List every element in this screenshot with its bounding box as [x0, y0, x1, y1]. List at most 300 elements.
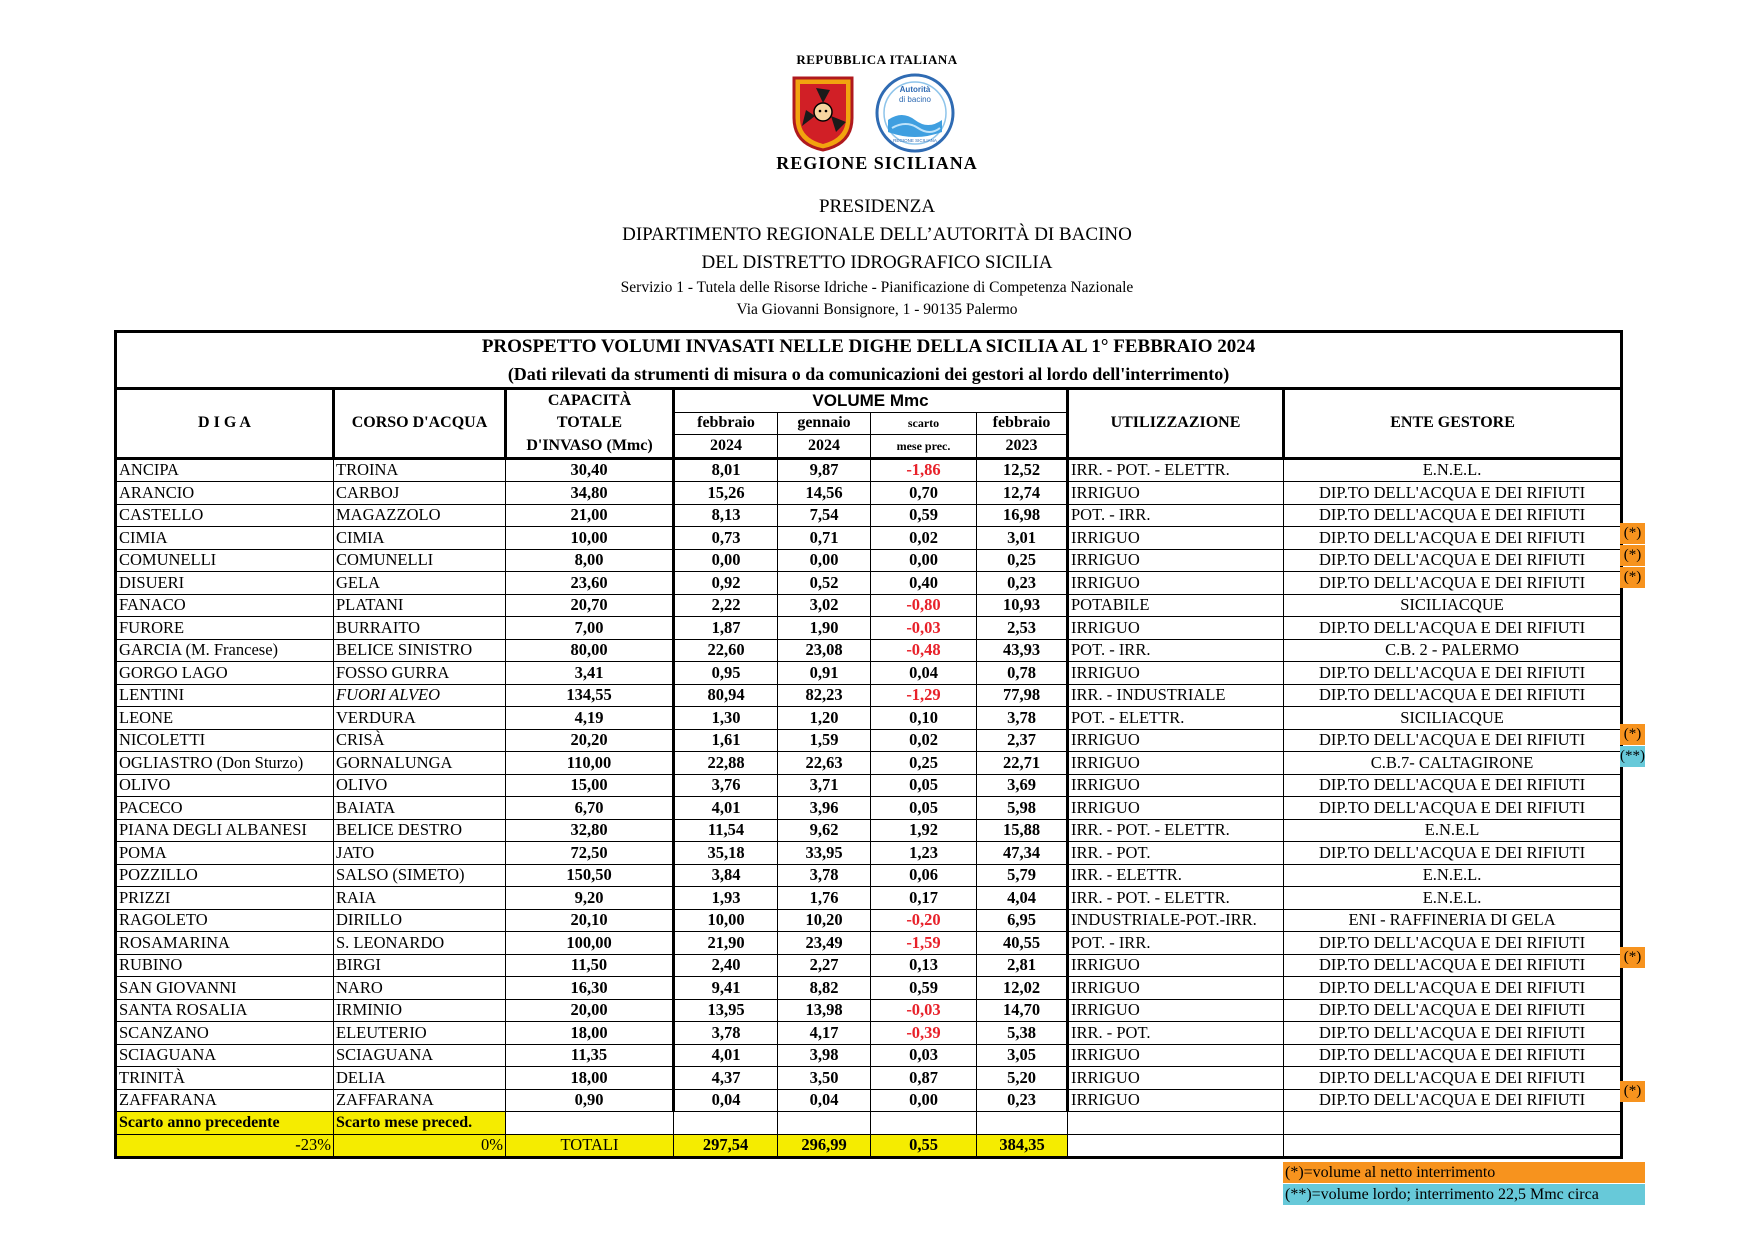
cell-corso: VERDURA	[334, 707, 506, 730]
col-header-capacity-1: CAPACITÀ	[506, 389, 674, 413]
cell-capacity: 150,50	[506, 864, 674, 887]
totali-label: TOTALI	[506, 1134, 674, 1158]
col-header-ente: ENTE GESTORE	[1284, 389, 1622, 459]
cell-corso: DIRILLO	[334, 909, 506, 932]
service-line: Servizio 1 - Tutela delle Risorse Idriche - Pianificazione di Competenza Nazionale	[620, 279, 1134, 296]
cell-capacity: 16,30	[506, 977, 674, 1000]
cell-vol-gen: 13,98	[778, 999, 871, 1022]
cell-scarto: 0,06	[871, 864, 977, 887]
cell-capacity: 23,60	[506, 572, 674, 595]
cell-corso: FUORI ALVEO	[334, 684, 506, 707]
cell-diga: LEONE	[116, 707, 334, 730]
cell-vol-gen: 9,87	[778, 458, 871, 482]
cell-diga: CASTELLO	[116, 504, 334, 527]
col-header-mese-prec: mese prec.	[871, 435, 977, 459]
cell-vol-feb: 13,95	[674, 999, 778, 1022]
cell-vol-feb-2023: 5,38	[977, 1022, 1068, 1045]
cell-corso: CIMIA	[334, 527, 506, 550]
cell-vol-gen: 0,91	[778, 662, 871, 685]
cell-corso: BURRAITO	[334, 617, 506, 640]
col-header-feb: febbraio	[674, 412, 778, 435]
cell-ente: E.N.E.L	[1284, 819, 1622, 842]
cell-capacity: 72,50	[506, 842, 674, 865]
cell-ente: C.B.7- CALTAGIRONE	[1284, 752, 1622, 775]
cell-vol-feb-2023: 10,93	[977, 594, 1068, 617]
cell-diga: SANTA ROSALIA	[116, 999, 334, 1022]
cell-ente: DIP.TO DELL'ACQUA E DEI RIFIUTI	[1284, 662, 1622, 685]
footnote-marker: (*)	[1620, 523, 1645, 544]
cell-vol-gen: 3,96	[778, 797, 871, 820]
footnote-marker: (**)	[1620, 746, 1645, 767]
cell-vol-feb-2023: 2,81	[977, 954, 1068, 977]
col-header-year-gen: 2024	[778, 435, 871, 459]
cell-vol-feb-2023: 43,93	[977, 639, 1068, 662]
cell-utilizzazione: IRR. - POT. - ELETTR.	[1068, 458, 1284, 482]
col-header-scarto: scarto	[871, 412, 977, 435]
cell-vol-feb: 22,88	[674, 752, 778, 775]
cell-scarto: 0,59	[871, 977, 977, 1000]
cell-utilizzazione: IRR. - POT. - ELETTR.	[1068, 819, 1284, 842]
cell-vol-feb: 10,00	[674, 909, 778, 932]
cell-vol-feb: 0,95	[674, 662, 778, 685]
cell-vol-feb: 21,90	[674, 932, 778, 955]
cell-scarto: 0,25	[871, 752, 977, 775]
cell-corso: OLIVO	[334, 774, 506, 797]
republic-label: REPUBBLICA ITALIANA	[796, 52, 958, 67]
col-header-capacity-3: D'INVASO (Mmc)	[506, 435, 674, 459]
cell-vol-gen: 4,17	[778, 1022, 871, 1045]
cell-ente: DIP.TO DELL'ACQUA E DEI RIFIUTI	[1284, 504, 1622, 527]
cell-scarto: 0,70	[871, 482, 977, 505]
cell-scarto: 0,40	[871, 572, 977, 595]
footnote-marker: (*)	[1620, 567, 1645, 588]
cell-vol-feb-2023: 12,74	[977, 482, 1068, 505]
cell-scarto: 0,17	[871, 887, 977, 910]
cell-utilizzazione: POT. - ELETTR.	[1068, 707, 1284, 730]
cell-vol-feb: 0,00	[674, 549, 778, 572]
cell-ente: DIP.TO DELL'ACQUA E DEI RIFIUTI	[1284, 999, 1622, 1022]
cell-diga: LENTINI	[116, 684, 334, 707]
cell-corso: CARBOJ	[334, 482, 506, 505]
cell-corso: BIRGI	[334, 954, 506, 977]
cell-vol-gen: 7,54	[778, 504, 871, 527]
cell-capacity: 0,90	[506, 1089, 674, 1112]
legend-gross-volume: (**)=volume lordo; interrimento 22,5 Mmc circa	[1283, 1184, 1645, 1205]
table-row	[116, 909, 1622, 932]
cell-scarto: -1,59	[871, 932, 977, 955]
cell-vol-gen: 0,00	[778, 549, 871, 572]
cell-vol-feb-2023: 0,23	[977, 572, 1068, 595]
cell-capacity: 20,70	[506, 594, 674, 617]
empty-cell	[1284, 1112, 1622, 1135]
cell-ente: E.N.E.L.	[1284, 458, 1622, 482]
cell-corso: SCIAGUANA	[334, 1044, 506, 1067]
cell-ente: DIP.TO DELL'ACQUA E DEI RIFIUTI	[1284, 977, 1622, 1000]
cell-capacity: 20,00	[506, 999, 674, 1022]
cell-utilizzazione: IRRIGUO	[1068, 774, 1284, 797]
table-row	[116, 617, 1622, 640]
cell-scarto: -1,29	[871, 684, 977, 707]
cell-vol-feb-2023: 5,98	[977, 797, 1068, 820]
cell-vol-feb: 4,01	[674, 1044, 778, 1067]
cell-vol-gen: 3,98	[778, 1044, 871, 1067]
cell-capacity: 21,00	[506, 504, 674, 527]
cell-ente: DIP.TO DELL'ACQUA E DEI RIFIUTI	[1284, 729, 1622, 752]
cell-vol-gen: 1,90	[778, 617, 871, 640]
table-row	[116, 819, 1622, 842]
table-row	[116, 482, 1622, 505]
cell-vol-gen: 1,20	[778, 707, 871, 730]
cell-ente: DIP.TO DELL'ACQUA E DEI RIFIUTI	[1284, 527, 1622, 550]
cell-ente: E.N.E.L.	[1284, 864, 1622, 887]
cell-utilizzazione: IRR. - POT. - ELETTR.	[1068, 887, 1284, 910]
cell-vol-feb-2023: 3,05	[977, 1044, 1068, 1067]
table-row	[116, 527, 1622, 550]
cell-diga: POZZILLO	[116, 864, 334, 887]
cell-utilizzazione: IRRIGUO	[1068, 1067, 1284, 1090]
cell-vol-feb-2023: 12,02	[977, 977, 1068, 1000]
cell-scarto: -0,03	[871, 999, 977, 1022]
cell-ente: C.B. 2 - PALERMO	[1284, 639, 1622, 662]
cell-utilizzazione: POT. - IRR.	[1068, 932, 1284, 955]
cell-ente: DIP.TO DELL'ACQUA E DEI RIFIUTI	[1284, 842, 1622, 865]
cell-corso: CRISÀ	[334, 729, 506, 752]
table-row	[116, 572, 1622, 595]
cell-corso: GORNALUNGA	[334, 752, 506, 775]
cell-vol-feb-2023: 12,52	[977, 458, 1068, 482]
empty-cell	[1068, 1112, 1284, 1135]
table-row	[116, 707, 1622, 730]
cell-ente: DIP.TO DELL'ACQUA E DEI RIFIUTI	[1284, 1089, 1622, 1112]
cell-utilizzazione: IRRIGUO	[1068, 729, 1284, 752]
cell-diga: GORGO LAGO	[116, 662, 334, 685]
table-row	[116, 887, 1622, 910]
empty-cell	[506, 1112, 674, 1135]
cell-scarto: -0,20	[871, 909, 977, 932]
table-row	[116, 842, 1622, 865]
table-row	[116, 1044, 1622, 1067]
cell-diga: RUBINO	[116, 954, 334, 977]
empty-cell	[977, 1112, 1068, 1135]
col-header-year-feb: 2024	[674, 435, 778, 459]
cell-diga: FURORE	[116, 617, 334, 640]
table-row	[116, 684, 1622, 707]
cell-diga: OLIVO	[116, 774, 334, 797]
cell-ente: DIP.TO DELL'ACQUA E DEI RIFIUTI	[1284, 482, 1622, 505]
cell-corso: NARO	[334, 977, 506, 1000]
empty-cell	[778, 1112, 871, 1135]
cell-capacity: 18,00	[506, 1067, 674, 1090]
presidency-label: PRESIDENZA	[818, 196, 936, 217]
cell-diga: SCANZANO	[116, 1022, 334, 1045]
cell-diga: ANCIPA	[116, 458, 334, 482]
cell-vol-gen: 3,02	[778, 594, 871, 617]
footnote-marker: (*)	[1620, 947, 1645, 968]
table-row	[116, 977, 1622, 1000]
cell-diga: DISUERI	[116, 572, 334, 595]
table-row	[116, 774, 1622, 797]
cell-diga: PRIZZI	[116, 887, 334, 910]
cell-corso: BAIATA	[334, 797, 506, 820]
cell-scarto: 0,59	[871, 504, 977, 527]
cell-vol-gen: 22,63	[778, 752, 871, 775]
col-header-corso: CORSO D'ACQUA	[334, 389, 506, 459]
cell-vol-feb: 1,61	[674, 729, 778, 752]
cell-vol-feb-2023: 77,98	[977, 684, 1068, 707]
cell-ente: DIP.TO DELL'ACQUA E DEI RIFIUTI	[1284, 1067, 1622, 1090]
cell-vol-gen: 14,56	[778, 482, 871, 505]
cell-utilizzazione: IRRIGUO	[1068, 954, 1284, 977]
cell-corso: TROINA	[334, 458, 506, 482]
cell-diga: CIMIA	[116, 527, 334, 550]
cell-vol-feb-2023: 15,88	[977, 819, 1068, 842]
cell-vol-gen: 3,71	[778, 774, 871, 797]
footnote-marker: (*)	[1620, 724, 1645, 745]
cell-scarto: 0,13	[871, 954, 977, 977]
scarto-mese-value: 0%	[334, 1134, 506, 1158]
scarto-anno-value: -23%	[116, 1134, 334, 1158]
table-row	[116, 1089, 1622, 1112]
cell-vol-feb: 2,40	[674, 954, 778, 977]
scarto-anno-label: Scarto anno precedente	[116, 1112, 334, 1135]
cell-diga: SCIAGUANA	[116, 1044, 334, 1067]
cell-vol-feb-2023: 3,69	[977, 774, 1068, 797]
cell-utilizzazione: IRRIGUO	[1068, 549, 1284, 572]
cell-vol-gen: 23,08	[778, 639, 871, 662]
cell-ente: DIP.TO DELL'ACQUA E DEI RIFIUTI	[1284, 954, 1622, 977]
cell-corso: MAGAZZOLO	[334, 504, 506, 527]
cell-vol-feb: 0,73	[674, 527, 778, 550]
cell-capacity: 9,20	[506, 887, 674, 910]
cell-diga: OGLIASTRO (Don Sturzo)	[116, 752, 334, 775]
cell-vol-gen: 0,52	[778, 572, 871, 595]
svg-text:REGIONE SICILIANA: REGIONE SICILIANA	[893, 138, 937, 143]
cell-utilizzazione: IRR. - INDUSTRIALE	[1068, 684, 1284, 707]
table-row	[116, 797, 1622, 820]
cell-capacity: 10,00	[506, 527, 674, 550]
cell-vol-feb-2023: 40,55	[977, 932, 1068, 955]
footnote-marker: (*)	[1620, 1081, 1645, 1102]
cell-utilizzazione: INDUSTRIALE-POT.-IRR.	[1068, 909, 1284, 932]
cell-corso: GELA	[334, 572, 506, 595]
table-row	[116, 639, 1622, 662]
cell-ente: DIP.TO DELL'ACQUA E DEI RIFIUTI	[1284, 1044, 1622, 1067]
footnote-marker: (*)	[1620, 545, 1645, 566]
cell-diga: TRINITÀ	[116, 1067, 334, 1090]
cell-vol-feb-2023: 16,98	[977, 504, 1068, 527]
cell-diga: ZAFFARANA	[116, 1089, 334, 1112]
cell-diga: SAN GIOVANNI	[116, 977, 334, 1000]
cell-vol-feb-2023: 2,53	[977, 617, 1068, 640]
cell-vol-feb-2023: 3,78	[977, 707, 1068, 730]
col-header-feb-2023: febbraio	[977, 412, 1068, 435]
cell-ente: ENI - RAFFINERIA DI GELA	[1284, 909, 1622, 932]
cell-capacity: 15,00	[506, 774, 674, 797]
cell-vol-gen: 8,82	[778, 977, 871, 1000]
cell-capacity: 32,80	[506, 819, 674, 842]
reservoir-volumes-table	[114, 330, 1623, 1159]
cell-corso: JATO	[334, 842, 506, 865]
cell-vol-gen: 0,71	[778, 527, 871, 550]
table-row	[116, 1067, 1622, 1090]
cell-diga: GARCIA (M. Francese)	[116, 639, 334, 662]
cell-scarto: 0,02	[871, 729, 977, 752]
cell-corso: COMUNELLI	[334, 549, 506, 572]
cell-vol-feb: 11,54	[674, 819, 778, 842]
cell-corso: RAIA	[334, 887, 506, 910]
cell-ente: DIP.TO DELL'ACQUA E DEI RIFIUTI	[1284, 774, 1622, 797]
cell-capacity: 3,41	[506, 662, 674, 685]
cell-utilizzazione: IRRIGUO	[1068, 527, 1284, 550]
cell-vol-feb: 2,22	[674, 594, 778, 617]
cell-diga: COMUNELLI	[116, 549, 334, 572]
cell-diga: PIANA DEGLI ALBANESI	[116, 819, 334, 842]
cell-utilizzazione: IRRIGUO	[1068, 977, 1284, 1000]
total-feb-2023: 384,35	[977, 1134, 1068, 1158]
cell-vol-feb: 15,26	[674, 482, 778, 505]
cell-utilizzazione: IRRIGUO	[1068, 999, 1284, 1022]
table-body	[116, 458, 1622, 1112]
total-feb: 297,54	[674, 1134, 778, 1158]
cell-capacity: 18,00	[506, 1022, 674, 1045]
cell-corso: S. LEONARDO	[334, 932, 506, 955]
cell-capacity: 20,10	[506, 909, 674, 932]
cell-capacity: 80,00	[506, 639, 674, 662]
cell-ente: SICILIACQUE	[1284, 594, 1622, 617]
cell-ente: DIP.TO DELL'ACQUA E DEI RIFIUTI	[1284, 572, 1622, 595]
cell-corso: ELEUTERIO	[334, 1022, 506, 1045]
cell-utilizzazione: IRRIGUO	[1068, 1044, 1284, 1067]
cell-vol-feb: 80,94	[674, 684, 778, 707]
cell-corso: PLATANI	[334, 594, 506, 617]
cell-vol-feb: 4,01	[674, 797, 778, 820]
cell-ente: DIP.TO DELL'ACQUA E DEI RIFIUTI	[1284, 617, 1622, 640]
region-label: REGIONE SICILIANA	[776, 153, 978, 173]
address-line: Via Giovanni Bonsignore, 1 - 90135 Palermo	[736, 301, 1018, 318]
cell-vol-feb-2023: 2,37	[977, 729, 1068, 752]
cell-vol-gen: 23,49	[778, 932, 871, 955]
cell-capacity: 110,00	[506, 752, 674, 775]
empty-cell	[1284, 1134, 1622, 1158]
cell-vol-feb-2023: 0,23	[977, 1089, 1068, 1112]
cell-vol-feb: 3,84	[674, 864, 778, 887]
table-row	[116, 549, 1622, 572]
department-line-2: DEL DISTRETTO IDROGRAFICO SICILIA	[701, 252, 1053, 273]
col-header-year-2023: 2023	[977, 435, 1068, 459]
cell-capacity: 34,80	[506, 482, 674, 505]
cell-vol-feb-2023: 22,71	[977, 752, 1068, 775]
cell-utilizzazione: IRRIGUO	[1068, 1089, 1284, 1112]
cell-ente: DIP.TO DELL'ACQUA E DEI RIFIUTI	[1284, 797, 1622, 820]
cell-vol-gen: 3,50	[778, 1067, 871, 1090]
cell-ente: E.N.E.L.	[1284, 887, 1622, 910]
cell-scarto: -0,03	[871, 617, 977, 640]
cell-vol-feb: 22,60	[674, 639, 778, 662]
legend-net-volume: (*)=volume al netto interrimento	[1283, 1162, 1645, 1183]
cell-capacity: 4,19	[506, 707, 674, 730]
cell-ente: SICILIACQUE	[1284, 707, 1622, 730]
department-line-1: DIPARTIMENTO REGIONALE DELL’AUTORITÀ DI BACINO	[622, 224, 1132, 245]
cell-vol-gen: 1,76	[778, 887, 871, 910]
cell-scarto: 0,05	[871, 774, 977, 797]
cell-utilizzazione: IRRIGUO	[1068, 797, 1284, 820]
cell-corso: BELICE SINISTRO	[334, 639, 506, 662]
cell-capacity: 20,20	[506, 729, 674, 752]
table-row	[116, 504, 1622, 527]
cell-vol-gen: 1,59	[778, 729, 871, 752]
cell-vol-gen: 33,95	[778, 842, 871, 865]
svg-text:di bacino: di bacino	[898, 95, 932, 104]
cell-vol-feb: 4,37	[674, 1067, 778, 1090]
cell-diga: PACECO	[116, 797, 334, 820]
cell-vol-gen: 9,62	[778, 819, 871, 842]
cell-corso: IRMINIO	[334, 999, 506, 1022]
cell-scarto: 1,92	[871, 819, 977, 842]
cell-vol-feb: 9,41	[674, 977, 778, 1000]
cell-ente: DIP.TO DELL'ACQUA E DEI RIFIUTI	[1284, 684, 1622, 707]
table-row	[116, 594, 1622, 617]
cell-diga: FANACO	[116, 594, 334, 617]
svg-text:Autorità: Autorità	[899, 85, 931, 94]
cell-scarto: 0,05	[871, 797, 977, 820]
cell-vol-feb: 1,87	[674, 617, 778, 640]
basin-authority-logo-icon	[874, 72, 956, 154]
cell-scarto: -0,48	[871, 639, 977, 662]
cell-vol-feb: 1,30	[674, 707, 778, 730]
cell-vol-feb-2023: 6,95	[977, 909, 1068, 932]
cell-scarto: 0,00	[871, 1089, 977, 1112]
cell-diga: ROSAMARINA	[116, 932, 334, 955]
scarto-mese-label: Scarto mese preced.	[334, 1112, 506, 1135]
cell-diga: NICOLETTI	[116, 729, 334, 752]
cell-vol-feb-2023: 5,79	[977, 864, 1068, 887]
cell-scarto: -0,80	[871, 594, 977, 617]
cell-capacity: 100,00	[506, 932, 674, 955]
cell-capacity: 7,00	[506, 617, 674, 640]
table-title: PROSPETTO VOLUMI INVASATI NELLE DIGHE DELLA SICILIA AL 1° FEBBRAIO 2024	[116, 332, 1622, 362]
cell-vol-feb-2023: 3,01	[977, 527, 1068, 550]
cell-vol-feb-2023: 0,25	[977, 549, 1068, 572]
cell-scarto: 0,02	[871, 527, 977, 550]
cell-capacity: 8,00	[506, 549, 674, 572]
cell-utilizzazione: IRR. - POT.	[1068, 842, 1284, 865]
cell-scarto: 0,04	[871, 662, 977, 685]
cell-utilizzazione: POT. - IRR.	[1068, 639, 1284, 662]
cell-vol-feb: 35,18	[674, 842, 778, 865]
cell-vol-feb: 3,78	[674, 1022, 778, 1045]
cell-corso: DELIA	[334, 1067, 506, 1090]
cell-utilizzazione: IRRIGUO	[1068, 572, 1284, 595]
cell-utilizzazione: IRRIGUO	[1068, 482, 1284, 505]
table-row	[116, 662, 1622, 685]
cell-vol-gen: 2,27	[778, 954, 871, 977]
cell-utilizzazione: POT. - IRR.	[1068, 504, 1284, 527]
cell-vol-gen: 82,23	[778, 684, 871, 707]
cell-utilizzazione: IRRIGUO	[1068, 617, 1284, 640]
cell-utilizzazione: POTABILE	[1068, 594, 1284, 617]
cell-capacity: 11,50	[506, 954, 674, 977]
cell-vol-feb-2023: 14,70	[977, 999, 1068, 1022]
cell-vol-feb: 3,76	[674, 774, 778, 797]
cell-vol-feb: 0,04	[674, 1089, 778, 1112]
col-header-diga: D I G A	[116, 389, 334, 459]
table-row	[116, 729, 1622, 752]
table-row	[116, 752, 1622, 775]
cell-capacity: 134,55	[506, 684, 674, 707]
cell-corso: ZAFFARANA	[334, 1089, 506, 1112]
cell-scarto: -1,86	[871, 458, 977, 482]
cell-scarto: 0,00	[871, 549, 977, 572]
